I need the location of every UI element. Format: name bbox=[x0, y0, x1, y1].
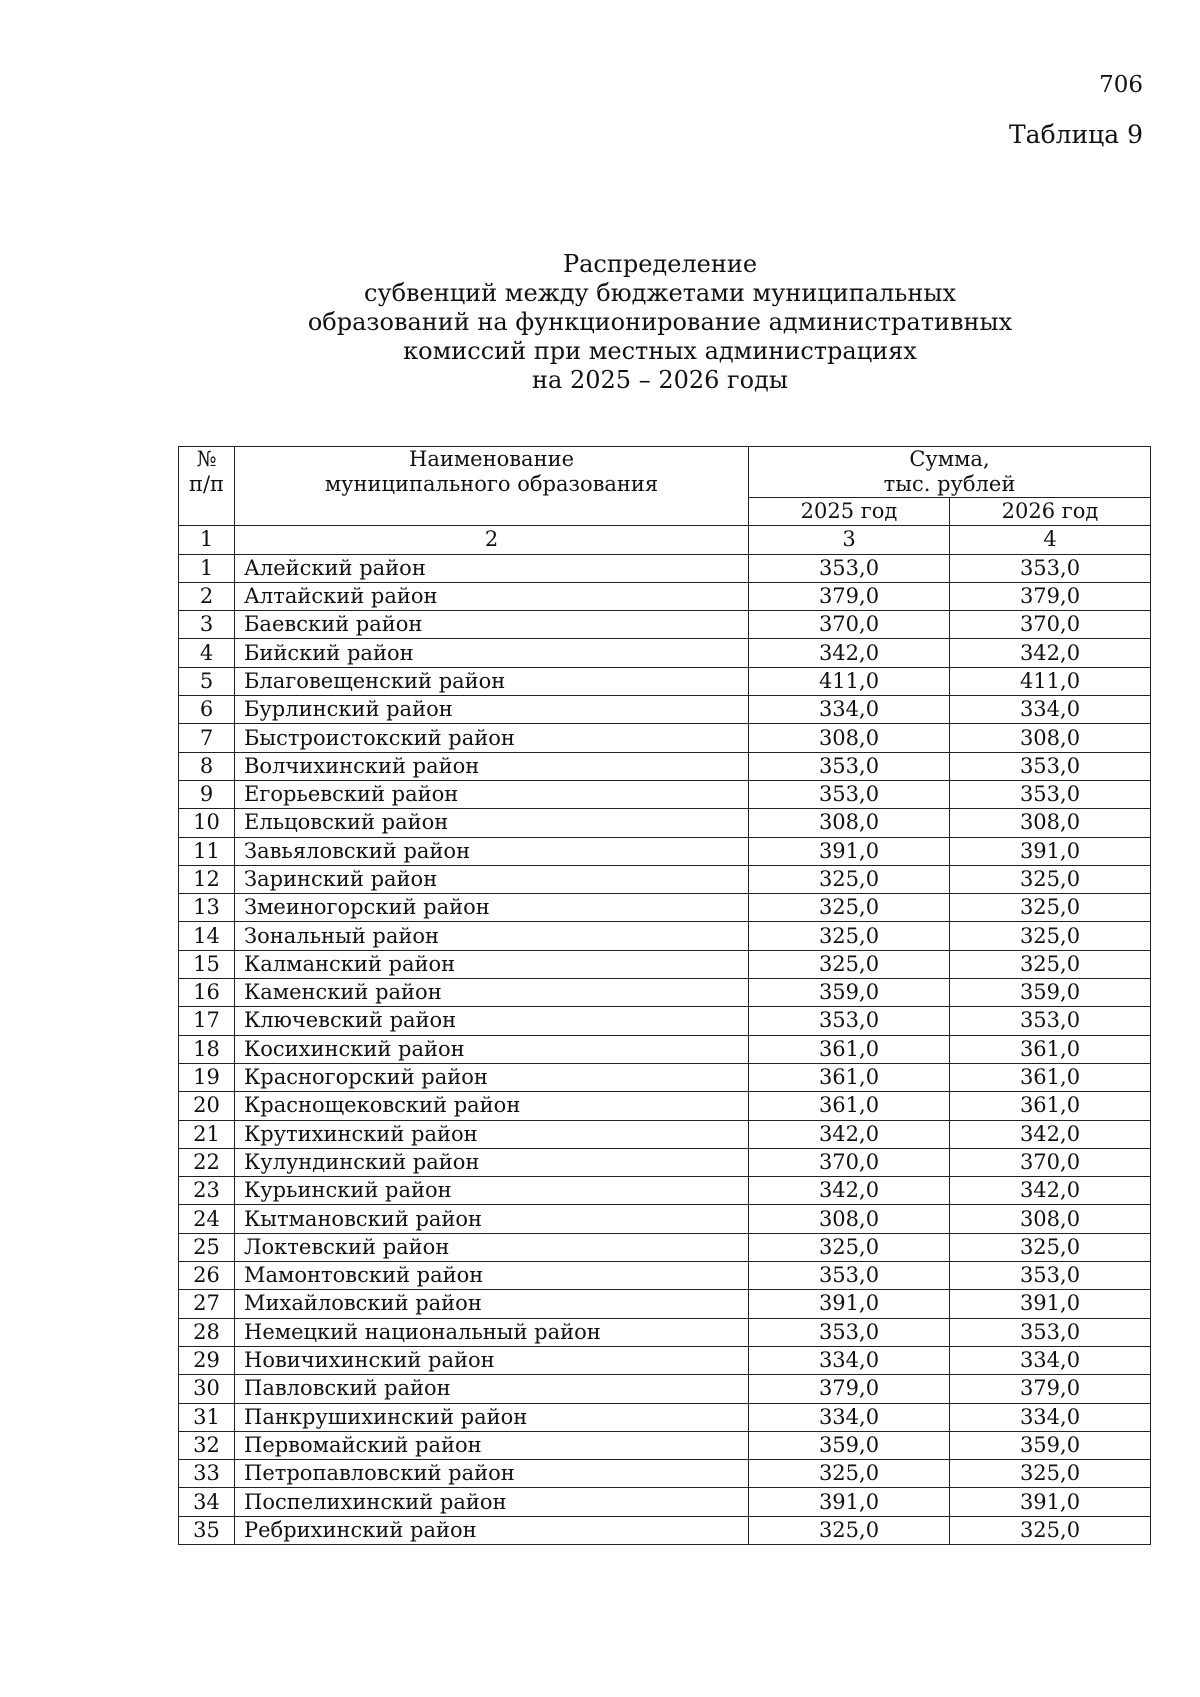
table-row bbox=[179, 1290, 1151, 1318]
amount-2025: 361,0 bbox=[749, 1035, 950, 1063]
amount-2025: 342,0 bbox=[749, 1120, 950, 1148]
column-number: 4 bbox=[950, 526, 1151, 554]
amount-2026: 325,0 bbox=[950, 1516, 1151, 1544]
table-row bbox=[179, 1488, 1151, 1516]
row-number: 20 bbox=[179, 1092, 235, 1120]
municipality-name: Ребрихинский район bbox=[235, 1516, 749, 1544]
amount-2025: 342,0 bbox=[749, 639, 950, 667]
table-row bbox=[179, 1120, 1151, 1148]
amount-2026: 353,0 bbox=[950, 554, 1151, 582]
amount-2026: 308,0 bbox=[950, 724, 1151, 752]
table-row bbox=[179, 950, 1151, 978]
amount-2026: 342,0 bbox=[950, 1120, 1151, 1148]
municipality-name: Первомайский район bbox=[235, 1431, 749, 1459]
row-number: 31 bbox=[179, 1403, 235, 1431]
table-row bbox=[179, 894, 1151, 922]
amount-2025: 411,0 bbox=[749, 667, 950, 695]
amount-2025: 325,0 bbox=[749, 1233, 950, 1261]
amount-2026: 359,0 bbox=[950, 1431, 1151, 1459]
amount-2026: 353,0 bbox=[950, 1262, 1151, 1290]
table-row bbox=[179, 809, 1151, 837]
amount-2026: 370,0 bbox=[950, 1148, 1151, 1176]
amount-2025: 361,0 bbox=[749, 1092, 950, 1120]
row-number: 29 bbox=[179, 1346, 235, 1374]
row-number: 12 bbox=[179, 865, 235, 893]
row-number: 26 bbox=[179, 1262, 235, 1290]
row-number: 8 bbox=[179, 752, 235, 780]
amount-2025: 361,0 bbox=[749, 1063, 950, 1091]
row-number: 33 bbox=[179, 1460, 235, 1488]
document-title bbox=[180, 250, 1140, 395]
amount-2025: 308,0 bbox=[749, 809, 950, 837]
row-number: 27 bbox=[179, 1290, 235, 1318]
row-number: 1 bbox=[179, 554, 235, 582]
amount-2025: 353,0 bbox=[749, 1262, 950, 1290]
table-row bbox=[179, 1460, 1151, 1488]
municipality-name: Краснощековский район bbox=[235, 1092, 749, 1120]
amount-2026: 334,0 bbox=[950, 1403, 1151, 1431]
row-number: 34 bbox=[179, 1488, 235, 1516]
table-row bbox=[179, 1516, 1151, 1544]
municipality-name: Михайловский район bbox=[235, 1290, 749, 1318]
municipality-name: Ельцовский район bbox=[235, 809, 749, 837]
amount-2026: 391,0 bbox=[950, 1290, 1151, 1318]
amount-2025: 325,0 bbox=[749, 1460, 950, 1488]
row-number: 4 bbox=[179, 639, 235, 667]
amount-2025: 334,0 bbox=[749, 1346, 950, 1374]
table-row bbox=[179, 865, 1151, 893]
amount-2025: 325,0 bbox=[749, 894, 950, 922]
municipality-name: Красногорский район bbox=[235, 1063, 749, 1091]
row-number: 25 bbox=[179, 1233, 235, 1261]
table-row bbox=[179, 752, 1151, 780]
amount-2025: 370,0 bbox=[749, 1148, 950, 1176]
municipality-name: Волчихинский район bbox=[235, 752, 749, 780]
amount-2026: 353,0 bbox=[950, 780, 1151, 808]
table-row bbox=[179, 1177, 1151, 1205]
row-number: 19 bbox=[179, 1063, 235, 1091]
municipality-name: Егорьевский район bbox=[235, 780, 749, 808]
municipality-name: Баевский район bbox=[235, 611, 749, 639]
header-year-2026: 2026 год bbox=[950, 498, 1151, 526]
amount-2026: 325,0 bbox=[950, 894, 1151, 922]
amount-2025: 379,0 bbox=[749, 582, 950, 610]
row-number: 21 bbox=[179, 1120, 235, 1148]
column-number: 1 bbox=[179, 526, 235, 554]
row-number: 7 bbox=[179, 724, 235, 752]
row-number: 14 bbox=[179, 922, 235, 950]
municipality-name: Курьинский район bbox=[235, 1177, 749, 1205]
amount-2026: 379,0 bbox=[950, 582, 1151, 610]
header-year-2025: 2025 год bbox=[749, 498, 950, 526]
municipality-name: Поспелихинский район bbox=[235, 1488, 749, 1516]
table-row bbox=[179, 979, 1151, 1007]
amount-2026: 411,0 bbox=[950, 667, 1151, 695]
header-name: Наименование муниципального образования bbox=[235, 447, 749, 526]
municipality-name: Каменский район bbox=[235, 979, 749, 1007]
municipality-name: Кытмановский район bbox=[235, 1205, 749, 1233]
row-number: 15 bbox=[179, 950, 235, 978]
row-number: 16 bbox=[179, 979, 235, 1007]
amount-2025: 359,0 bbox=[749, 1431, 950, 1459]
municipality-name: Калманский район bbox=[235, 950, 749, 978]
amount-2025: 325,0 bbox=[749, 1516, 950, 1544]
row-number: 32 bbox=[179, 1431, 235, 1459]
municipality-name: Бурлинский район bbox=[235, 696, 749, 724]
table-row bbox=[179, 1318, 1151, 1346]
municipality-name: Заринский район bbox=[235, 865, 749, 893]
amount-2026: 391,0 bbox=[950, 837, 1151, 865]
amount-2026: 308,0 bbox=[950, 1205, 1151, 1233]
amount-2025: 391,0 bbox=[749, 837, 950, 865]
municipality-name: Змеиногорский район bbox=[235, 894, 749, 922]
municipality-name: Мамонтовский район bbox=[235, 1262, 749, 1290]
title-line: Распределение bbox=[562, 250, 758, 278]
amount-2026: 353,0 bbox=[950, 752, 1151, 780]
municipality-name: Быстроистокский район bbox=[235, 724, 749, 752]
table-row bbox=[179, 780, 1151, 808]
municipality-name: Петропавловский район bbox=[235, 1460, 749, 1488]
page-number: 706 bbox=[1099, 72, 1143, 98]
municipality-name: Кулундинский район bbox=[235, 1148, 749, 1176]
title-line: на 2025 – 2026 годы bbox=[532, 366, 788, 394]
municipality-name: Благовещенский район bbox=[235, 667, 749, 695]
municipality-name: Завьяловский район bbox=[235, 837, 749, 865]
table-row bbox=[179, 696, 1151, 724]
table-row bbox=[179, 922, 1151, 950]
municipality-name: Косихинский район bbox=[235, 1035, 749, 1063]
table-row bbox=[179, 554, 1151, 582]
table-row bbox=[179, 1063, 1151, 1091]
amount-2025: 353,0 bbox=[749, 554, 950, 582]
row-number: 10 bbox=[179, 809, 235, 837]
amount-2026: 325,0 bbox=[950, 865, 1151, 893]
row-number: 28 bbox=[179, 1318, 235, 1346]
table-row bbox=[179, 1148, 1151, 1176]
table-row bbox=[179, 1233, 1151, 1261]
column-number: 3 bbox=[749, 526, 950, 554]
distribution-table bbox=[178, 446, 1151, 1545]
amount-2026: 334,0 bbox=[950, 696, 1151, 724]
amount-2025: 359,0 bbox=[749, 979, 950, 1007]
amount-2025: 391,0 bbox=[749, 1488, 950, 1516]
amount-2026: 334,0 bbox=[950, 1346, 1151, 1374]
amount-2026: 361,0 bbox=[950, 1092, 1151, 1120]
amount-2026: 325,0 bbox=[950, 950, 1151, 978]
municipality-name: Немецкий национальный район bbox=[235, 1318, 749, 1346]
table-row bbox=[179, 1403, 1151, 1431]
row-number: 18 bbox=[179, 1035, 235, 1063]
table-row bbox=[179, 837, 1151, 865]
table-body bbox=[179, 554, 1151, 1544]
amount-2025: 353,0 bbox=[749, 780, 950, 808]
amount-2026: 342,0 bbox=[950, 1177, 1151, 1205]
table-row bbox=[179, 1431, 1151, 1459]
table-label: Таблица 9 bbox=[1008, 120, 1143, 149]
table-row bbox=[179, 667, 1151, 695]
amount-2025: 370,0 bbox=[749, 611, 950, 639]
amount-2025: 334,0 bbox=[749, 696, 950, 724]
table-row bbox=[179, 1092, 1151, 1120]
row-number: 2 bbox=[179, 582, 235, 610]
amount-2025: 353,0 bbox=[749, 752, 950, 780]
amount-2026: 325,0 bbox=[950, 1460, 1151, 1488]
table-row bbox=[179, 724, 1151, 752]
amount-2025: 342,0 bbox=[749, 1177, 950, 1205]
municipality-name: Крутихинский район bbox=[235, 1120, 749, 1148]
table-row bbox=[179, 1035, 1151, 1063]
amount-2025: 353,0 bbox=[749, 1007, 950, 1035]
amount-2026: 361,0 bbox=[950, 1035, 1151, 1063]
municipality-name: Новичихинский район bbox=[235, 1346, 749, 1374]
table-row bbox=[179, 1007, 1151, 1035]
amount-2026: 379,0 bbox=[950, 1375, 1151, 1403]
row-number: 9 bbox=[179, 780, 235, 808]
row-number: 23 bbox=[179, 1177, 235, 1205]
amount-2026: 308,0 bbox=[950, 809, 1151, 837]
amount-2025: 325,0 bbox=[749, 922, 950, 950]
title-line: комиссий при местных администрациях bbox=[403, 337, 917, 365]
title-line: образований на функционирование административных bbox=[307, 308, 1013, 336]
column-number: 2 bbox=[235, 526, 749, 554]
row-number: 22 bbox=[179, 1148, 235, 1176]
amount-2025: 379,0 bbox=[749, 1375, 950, 1403]
header-sum: Сумма, тыс. рублей bbox=[749, 447, 1151, 498]
amount-2026: 353,0 bbox=[950, 1318, 1151, 1346]
row-number: 11 bbox=[179, 837, 235, 865]
row-number: 24 bbox=[179, 1205, 235, 1233]
row-number: 30 bbox=[179, 1375, 235, 1403]
amount-2026: 391,0 bbox=[950, 1488, 1151, 1516]
row-number: 13 bbox=[179, 894, 235, 922]
table-row bbox=[179, 1205, 1151, 1233]
municipality-name: Ключевский район bbox=[235, 1007, 749, 1035]
amount-2026: 325,0 bbox=[950, 1233, 1151, 1261]
table-row bbox=[179, 1375, 1151, 1403]
title-line: субвенций между бюджетами муниципальных bbox=[364, 279, 956, 307]
row-number: 35 bbox=[179, 1516, 235, 1544]
municipality-name: Зональный район bbox=[235, 922, 749, 950]
municipality-name: Павловский район bbox=[235, 1375, 749, 1403]
amount-2026: 361,0 bbox=[950, 1063, 1151, 1091]
row-number: 5 bbox=[179, 667, 235, 695]
amount-2026: 342,0 bbox=[950, 639, 1151, 667]
municipality-name: Локтевский район bbox=[235, 1233, 749, 1261]
row-number: 3 bbox=[179, 611, 235, 639]
amount-2025: 308,0 bbox=[749, 1205, 950, 1233]
table-row bbox=[179, 611, 1151, 639]
row-number: 6 bbox=[179, 696, 235, 724]
municipality-name: Алтайский район bbox=[235, 582, 749, 610]
amount-2025: 353,0 bbox=[749, 1318, 950, 1346]
amount-2025: 391,0 bbox=[749, 1290, 950, 1318]
amount-2026: 359,0 bbox=[950, 979, 1151, 1007]
amount-2026: 325,0 bbox=[950, 922, 1151, 950]
municipality-name: Панкрушихинский район bbox=[235, 1403, 749, 1431]
table-row bbox=[179, 639, 1151, 667]
amount-2026: 353,0 bbox=[950, 1007, 1151, 1035]
amount-2025: 325,0 bbox=[749, 950, 950, 978]
row-number: 17 bbox=[179, 1007, 235, 1035]
table-row bbox=[179, 1262, 1151, 1290]
amount-2025: 308,0 bbox=[749, 724, 950, 752]
amount-2026: 370,0 bbox=[950, 611, 1151, 639]
amount-2025: 325,0 bbox=[749, 865, 950, 893]
amount-2025: 334,0 bbox=[749, 1403, 950, 1431]
table-row bbox=[179, 582, 1151, 610]
municipality-name: Бийский район bbox=[235, 639, 749, 667]
header-num: № п/п bbox=[179, 447, 235, 526]
table-row bbox=[179, 1346, 1151, 1374]
municipality-name: Алейский район bbox=[235, 554, 749, 582]
